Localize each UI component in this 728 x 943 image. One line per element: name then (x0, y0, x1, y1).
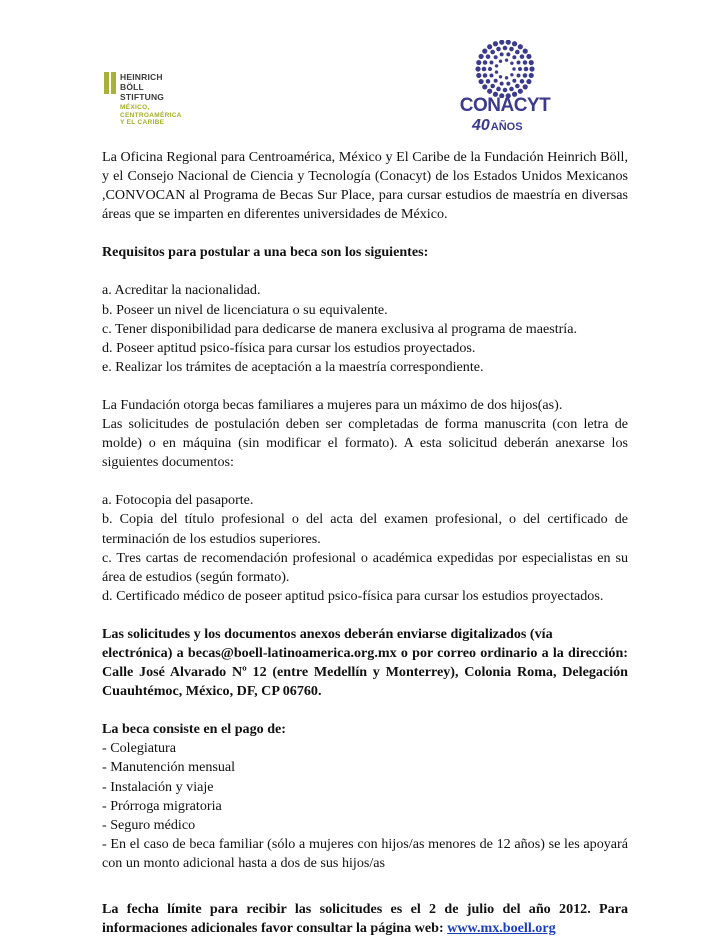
list-item: - Prórroga migratoria (102, 797, 222, 814)
intro-paragraph: La Oficina Regional para Centroamérica, México y El Caribe de la Fundación Heinrich Böll, y el Consejo Nacional de Ciencia y Tecnología (Conacyt) de los Estados Unidos Mexicanos ,CONVOCAN al Programa de Becas Sur Place, para cursar estudios de maestría en diversas áreas que se imparten en diferentes universidades de México. (102, 149, 628, 223)
emblem-dot (515, 50, 520, 55)
emblem-dot (476, 60, 481, 65)
emblem-dot (506, 40, 511, 45)
emblem-dot (493, 41, 498, 46)
submission-line-2: electrónica) a becas@boell-latinoamerica.org.mx o por correo ordinario a la dirección: Calle José Alvarado Nº 12 (entre Medellín y Monterrey), Colonia Roma, Delegación Cuauhtémoc, México, DF, CP 06760. (102, 644, 628, 700)
boell-name: HEINRICH BÖLL STIFTUNG (120, 72, 165, 102)
emblem-dot (526, 54, 531, 59)
emblem-dot (482, 67, 487, 72)
requirements-heading: Requisitos para postular a una beca son los siguientes: (102, 244, 429, 261)
emblem-dot (483, 60, 488, 65)
list-item: b. Poseer un nivel de licenciatura o su equivalente. (102, 301, 388, 318)
emblem-dot (487, 44, 492, 49)
list-item: - Instalación y viaje (102, 778, 214, 795)
emblem-dot (494, 79, 498, 83)
emblem-dot (518, 44, 523, 49)
emblem-dot (505, 76, 508, 79)
emblem-dot (517, 74, 521, 78)
family-note: La Fundación otorga becas familiares a mujeres para un máximo de dos hijos(as). (102, 396, 563, 413)
emblem-dot (517, 60, 521, 64)
emblem-dot (489, 74, 493, 78)
list-item: d. Certificado médico de poseer aptitud psico-física para cursar los estudios proyectados. (102, 587, 604, 604)
conacyt-logo (450, 40, 570, 135)
emblem-dot (482, 84, 487, 89)
emblem-dot (523, 60, 528, 65)
conacyt-anniversary-number: 40 (472, 117, 490, 134)
emblem-dot (523, 84, 528, 89)
emblem-dot (510, 62, 513, 65)
benefits-list (102, 739, 628, 873)
emblem-dot (482, 49, 487, 54)
emblem-dot (483, 73, 488, 78)
emblem-dot (490, 50, 495, 55)
emblem-dot (478, 79, 483, 84)
boell-website-link[interactable]: www.mx.boell.org (447, 920, 556, 937)
emblem-dot (503, 46, 508, 51)
emblem-dot (495, 64, 498, 67)
emblem-dot (486, 79, 491, 84)
boell-stiftung-logo (104, 72, 214, 142)
deadline-paragraph (102, 900, 628, 938)
list-item: a. Acreditar la nacionalidad. (102, 282, 261, 299)
requirements-list (102, 281, 628, 376)
emblem-dot (475, 66, 480, 71)
emblem-dot (518, 89, 523, 94)
emblem-dot (520, 79, 525, 84)
emblem-dot (506, 82, 510, 86)
submission-line-1: Las solicitudes y los documentos anexos deberán enviarse digitalizados (vía (102, 625, 553, 642)
conacyt-emblem-icon (450, 40, 560, 98)
emblem-dot (515, 84, 520, 89)
conacyt-anniversary-label: AÑOS (490, 121, 523, 133)
list-item: b. Copia del título profesional o del acta del examen profesional, o del certificado de terminación de los estudios superiores. (102, 511, 628, 547)
boell-mark-icon (104, 72, 116, 94)
emblem-dot (490, 84, 495, 89)
emblem-dot (500, 82, 504, 86)
documents-list (102, 491, 628, 606)
emblem-dot (503, 88, 508, 93)
list-item: - Manutención mensual (102, 759, 236, 776)
conacyt-anniversary (472, 117, 523, 135)
emblem-dot (494, 55, 498, 59)
list-item: a. Fotocopia del pasaporte. (102, 492, 254, 509)
emblem-dot (529, 60, 534, 65)
emblem-dot (510, 73, 513, 76)
submission-paragraph (102, 625, 628, 701)
emblem-dot (496, 47, 501, 52)
list-item: e. Realizar los trámites de aceptación a la maestría correspondiente. (102, 358, 484, 375)
emblem-dot (489, 60, 493, 64)
application-note: Las solicitudes de postulación deben ser completadas de forma manuscrita (con letra de molde) o en máquina (sin modificar el formato). A esta solicitud deberán anexarse los siguientes documentos: (102, 416, 628, 471)
emblem-dot (486, 54, 491, 59)
list-item: c. Tener disponibilidad para dedicarse de manera exclusiva al programa de maestría. (102, 320, 577, 337)
list-item: c. Tres cartas de recomendación profesional o académica expedidas por especialistas en su área de estudios (según formato). (102, 549, 628, 585)
list-item: - Seguro médico (102, 816, 196, 833)
emblem-dot (512, 79, 516, 83)
emblem-dot (478, 54, 483, 59)
emblem-dot (523, 73, 528, 78)
emblem-dot (495, 70, 498, 73)
emblem-dot (506, 52, 510, 56)
emblem-dot (499, 40, 504, 45)
benefits-heading: La beca consiste en el pago de: (102, 721, 286, 738)
conacyt-name: CONACYT (459, 95, 551, 116)
emblem-dot (496, 87, 501, 92)
emblem-dot (487, 89, 492, 94)
emblem-dot (499, 60, 502, 63)
boell-region: MÉXICO, CENTROAMÉRICA Y EL CARIBE (120, 104, 182, 127)
emblem-dot (512, 41, 517, 46)
emblem-dot (499, 75, 502, 78)
list-item: - En el caso de beca familiar (sólo a mujeres con hijos/as menores de 12 años) se les apoyará con un monto adicional hasta a dos de sus hijos/as (102, 835, 628, 871)
emblem-dot (509, 47, 514, 52)
emblem-dot (488, 67, 492, 71)
emblem-dot (500, 52, 504, 56)
emblem-dot (512, 67, 515, 70)
emblem-dot (529, 73, 534, 78)
list-item: d. Poseer aptitud psico-física para cursar los estudios proyectados. (102, 339, 476, 356)
emblem-dot (529, 66, 534, 71)
emblem-dot (476, 73, 481, 78)
emblem-dot (505, 58, 508, 61)
document-body (102, 148, 628, 938)
emblem-dot (520, 54, 525, 59)
emblem-dot (518, 67, 522, 71)
emblem-dot (524, 67, 529, 72)
list-item: - Colegiatura (102, 740, 176, 757)
deadline-text: La fecha límite para recibir las solicitudes es el 2 de julio del año 2012. Para informaciones adicionales favor consultar la página web: (102, 901, 628, 937)
emblem-dot (526, 79, 531, 84)
emblem-dot (509, 87, 514, 92)
emblem-dot (512, 55, 516, 59)
emblem-dot (523, 49, 528, 54)
